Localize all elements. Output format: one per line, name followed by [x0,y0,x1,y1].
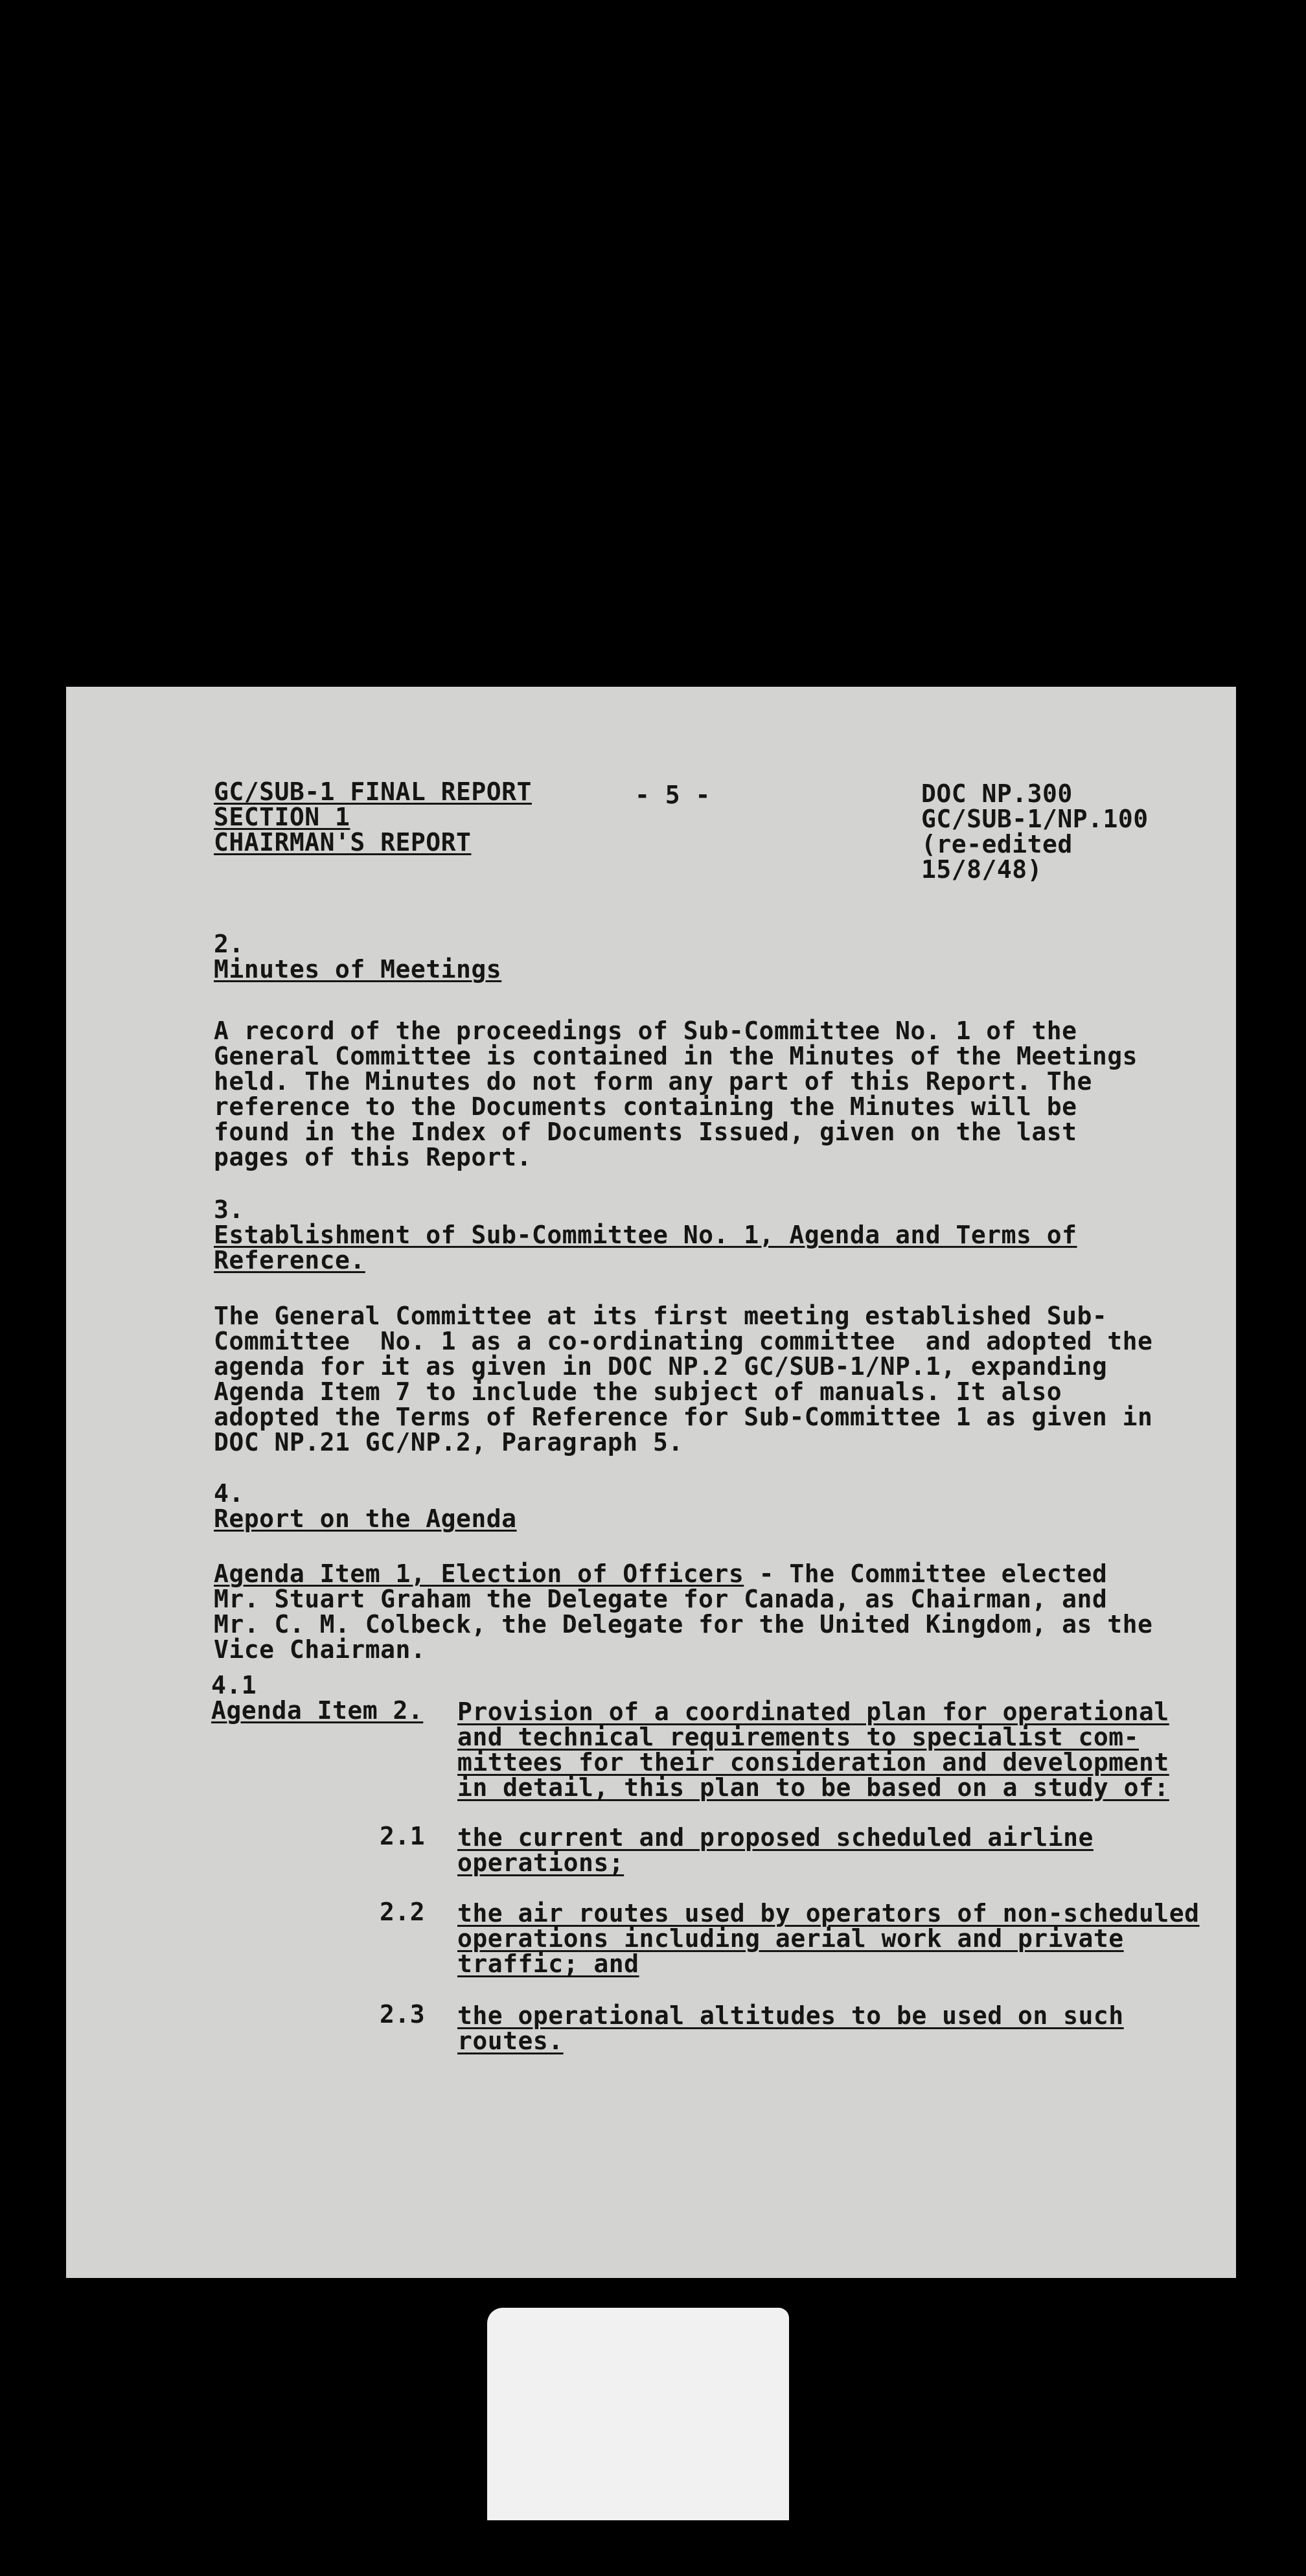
body-line: General Committee is contained in the Minutes of the Meetings [214,1042,1138,1070]
subitem-line: operations; [457,1848,624,1877]
body-line: pages of this Report. [214,1143,532,1171]
section-3-heading-cont: Reference. [214,1246,365,1274]
body-line: A record of the proceedings of Sub-Committee No. 1 of the [214,1017,1077,1045]
agenda-item-1-label: Agenda Item 1, Election of Officers [214,1559,744,1588]
body-line: Mr. Stuart Graham the Delegate for Canada, as Chairman, and [214,1585,1108,1613]
subitem-line: the air routes used by operators of non-scheduled [457,1899,1200,1927]
agenda-item-1-text: - The Committee elected [744,1559,1108,1588]
body-line: held. The Minutes do not form any part of this Report. The [214,1067,1092,1096]
doc-number: DOC NP.300 [921,779,1073,808]
subitem-number: 2.2 [380,1898,426,1926]
blank-card [487,2308,789,2520]
body-line: Agenda Item 7 to include the subject of manuals. It also [214,1377,1062,1406]
subitem-line: traffic; and [457,1949,639,1978]
body-line: The General Committee at its first meeting established Sub- [214,1302,1108,1330]
section-label: SECTION 1 [214,803,350,831]
report-subtitle: CHAIRMAN'S REPORT [214,828,472,857]
body-line: adopted the Terms of Reference for Sub-Committee 1 as given in [214,1403,1153,1431]
agenda-item-2-label: Agenda Item 2. [211,1696,424,1725]
page-number: - 5 - [635,781,711,809]
document-page [66,687,1236,2278]
edit-date: 15/8/48) [921,855,1043,884]
section-4-number: 4. [214,1479,244,1508]
subitem-line: the current and proposed scheduled airline [457,1823,1094,1852]
agenda-item-1 [214,1561,1107,1587]
section-3-number: 3. [214,1195,244,1224]
report-title: GC/SUB-1 FINAL REPORT [214,777,532,806]
body-line: Vice Chairman. [214,1635,426,1664]
body-line: reference to the Documents containing the Minutes will be [214,1092,1077,1121]
subitem-line: routes. [457,2027,564,2055]
section-2-heading: Minutes of Meetings [214,955,502,983]
section-2-number: 2. [214,930,244,958]
item-line: and technical requirements to specialist com- [457,1723,1140,1751]
subitem-number: 2.3 [380,2000,426,2029]
section-4-heading: Report on the Agenda [214,1504,517,1533]
body-line: Mr. C. M. Colbeck, the Delegate for the United Kingdom, as the [214,1610,1153,1639]
item-line: Provision of a coordinated plan for operational [457,1697,1169,1726]
subitem-line: the operational altitudes to be used on such [457,2001,1124,2030]
body-line: found in the Index of Documents Issued, given on the last [214,1118,1077,1146]
item-line: in detail, this plan to be based on a study of: [457,1773,1169,1802]
body-line: Committee No. 1 as a co-ordinating committee and adopted the [214,1327,1153,1355]
doc-reference: GC/SUB-1/NP.100 [921,805,1149,833]
section-3-heading: Establishment of Sub-Committee No. 1, Agenda and Terms of [214,1221,1077,1249]
body-line: agenda for it as given in DOC NP.2 GC/SUB-1/NP.1, expanding [214,1352,1108,1381]
body-line: DOC NP.21 GC/NP.2, Paragraph 5. [214,1428,683,1456]
edit-note: (re-edited [921,830,1073,858]
item-line: mittees for their consideration and development [457,1748,1169,1777]
section-4-1-number: 4.1 [211,1671,257,1699]
subitem-number: 2.1 [380,1822,426,1850]
subitem-line: operations including aerial work and private [457,1924,1124,1953]
